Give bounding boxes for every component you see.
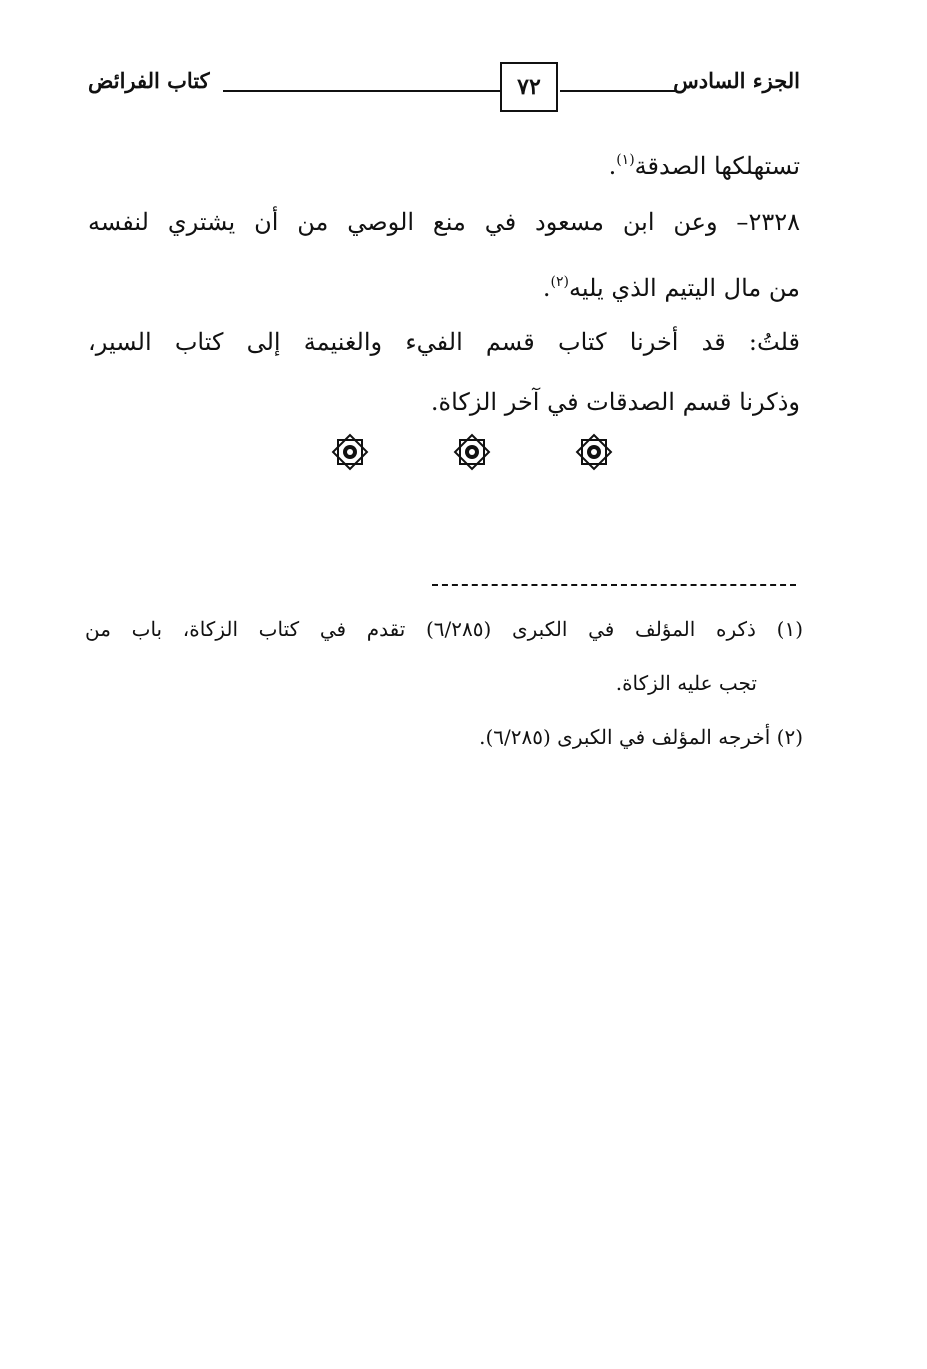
footnote-ref-1[interactable]: (١) bbox=[616, 152, 635, 168]
footnote-line: (٢) أخرجه المؤلف في الكبرى (٦/٢٨٥). bbox=[479, 725, 803, 749]
section-ornaments bbox=[330, 432, 620, 476]
book-title: كتاب الفرائض bbox=[88, 68, 210, 93]
ornament-star-icon bbox=[574, 432, 614, 472]
footnote-line: تجب عليه الزكاة. bbox=[615, 671, 757, 695]
footnote-line: (١) ذكره المؤلف في الكبرى (٦/٢٨٥) تقدم في كتاب الزكاة، باب من bbox=[85, 617, 803, 641]
text-line: تستهلكها الصدقة$^{(١)}$. bbox=[608, 152, 800, 180]
author-note bbox=[88, 312, 800, 432]
volume-label: الجزء السادس bbox=[673, 68, 800, 93]
footnote-1 bbox=[85, 602, 803, 710]
footnote-ref-2[interactable]: (٢) bbox=[550, 274, 569, 290]
text-line: من مال اليتيم الذي يليه$^{(٢)}$. bbox=[542, 274, 800, 302]
hadith-2328 bbox=[88, 192, 800, 318]
text-line: ٢٣٢٨– وعن ابن مسعود في منع الوصي من أن يشتري لنفسه bbox=[88, 208, 800, 236]
text-line: وذكرنا قسم الصدقات في آخر الزكاة. bbox=[430, 388, 800, 416]
ornament-star-icon bbox=[330, 432, 370, 472]
footnote-2 bbox=[85, 710, 803, 764]
page-header bbox=[88, 60, 800, 120]
header-rule-left bbox=[223, 90, 500, 92]
paragraph-continuation bbox=[88, 130, 800, 196]
header-rule-right bbox=[560, 90, 675, 92]
text-line: قلتُ: قد أخرنا كتاب قسم الفيء والغنيمة إلى كتاب السير، bbox=[88, 328, 800, 356]
footnote-separator bbox=[432, 584, 796, 586]
ornament-star-icon bbox=[452, 432, 492, 472]
page-number: ٧٢ bbox=[500, 62, 558, 112]
